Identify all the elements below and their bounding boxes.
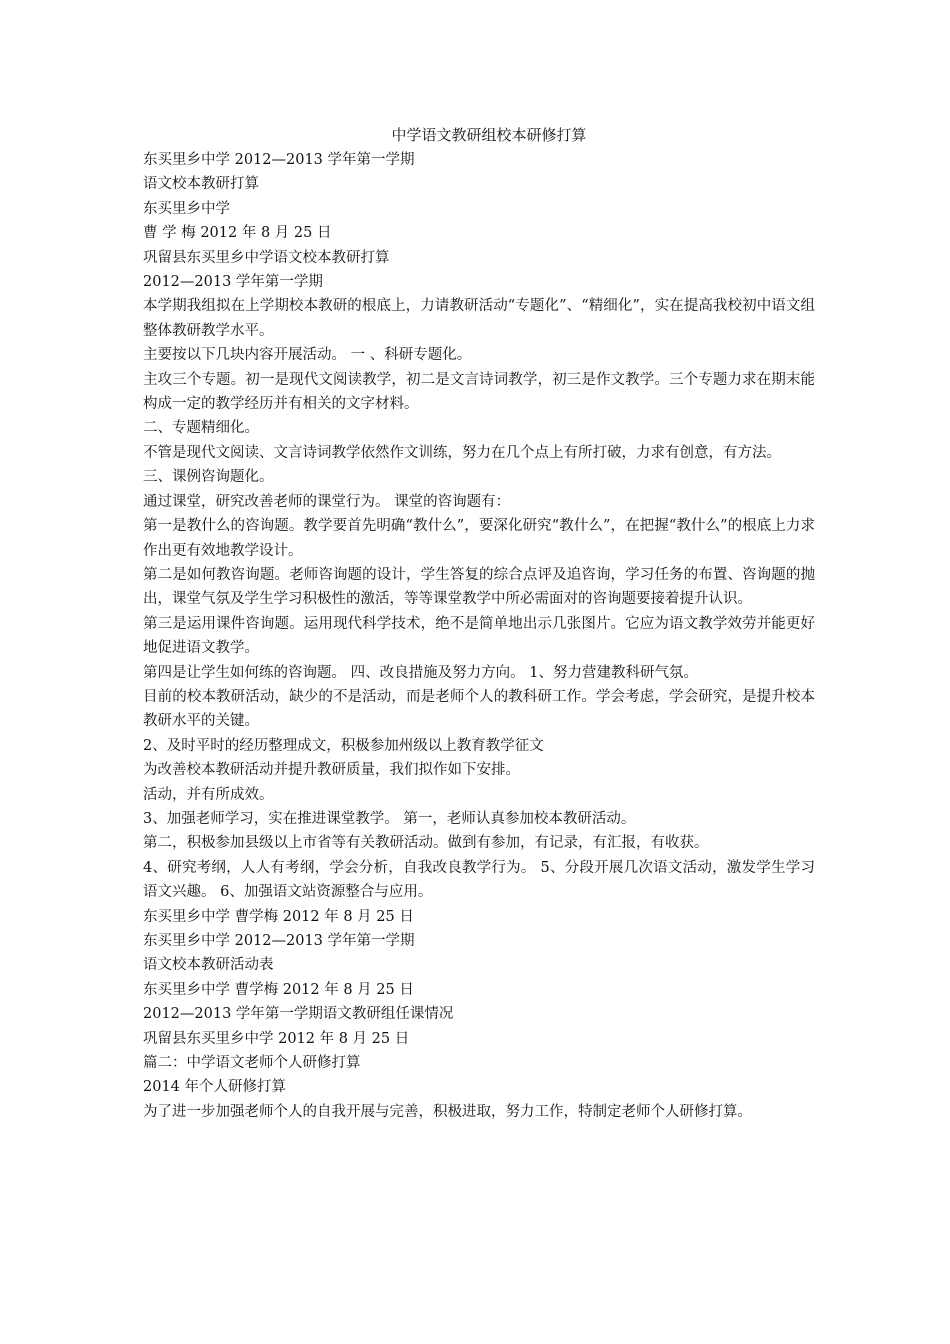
paragraph: 2012—2013 学年第一学期语文教研组任课情况 <box>143 1006 454 1023</box>
paragraph: 不管是现代文阅读、文言诗词教学依然作文训练，努力在几个点上有所打破，力求有创意，有方法。 <box>143 444 781 461</box>
paragraph: 活动，并有所成效。 <box>143 786 274 803</box>
paragraph: 2014 年个人研修打算 <box>143 1079 287 1096</box>
paragraph: 第二，积极参加县级以上市省等有关教研活动。做到有参加，有记录，有汇报，有收获。 <box>143 835 709 852</box>
paragraph: 主攻三个专题。初一是现代文阅读教学，初二是文言诗词教学，初三是作文教学。三个专题力求在期末能构成一定的教学经历并有相关的文字材料。 <box>143 371 815 413</box>
paragraph: 2、及时平时的经历整理成文，积极参加州级以上教育教学征文 <box>143 737 544 754</box>
paragraph: 东买里乡中学 2012—2013 学年第一学期 <box>143 933 415 949</box>
paragraph: 主要按以下几块内容开展活动。 一 、科研专题化。 <box>143 347 472 364</box>
paragraph: 为改善校本教研活动并提升教研质量，我们拟作如下安排。 <box>143 762 520 779</box>
document-body <box>143 148 815 1124</box>
paragraph: 东买里乡中学 曹学梅 2012 年 8 月 25 日 <box>143 908 414 925</box>
paragraph: 三、课例咨询题化。 <box>143 469 274 486</box>
paragraph: 目前的校本教研活动，缺少的不是活动，而是老师个人的教科研工作。学会考虑，学会研究，是提升校本教研水平的关键。 <box>143 688 815 730</box>
paragraph: 本学期我组拟在上学期校本教研的根底上，力请教研活动“专题化”、“精细化”，实在提高我校初中语文组整体教研教学水平。 <box>143 298 815 339</box>
paragraph: 东买里乡中学 2012—2013 学年第一学期 <box>143 152 415 168</box>
paragraph: 4、研究考纲，人人有考纲，学会分析，自我改良教学行为。 5、分段开展几次语文活动，激发学生学习语文兴趣。 6、加强语文站资源整合与应用。 <box>143 859 815 901</box>
paragraph: 东买里乡中学 曹学梅 2012 年 8 月 25 日 <box>143 981 414 998</box>
document-page <box>143 122 815 1124</box>
paragraph: 语文校本教研打算 <box>143 176 259 193</box>
paragraph: 第二是如何教咨询题。老师咨询题的设计，学生答复的综合点评及追咨询，学习任务的布置、咨询题的抛出，课堂气氛及学生学习积极性的激活，等等课堂教学中所必需面对的咨询题要接着提升认识。 <box>143 566 815 608</box>
paragraph: 第一是教什么的咨询题。教学要首先明确“教什么”，要深化研究“教什么”，在把握“教什么”的根底上力求作出更有效地教学设计。 <box>143 518 815 559</box>
paragraph: 曹 学 梅 2012 年 8 月 25 日 <box>143 225 332 242</box>
document-title: 中学语文教研组校本研修打算 <box>391 126 587 144</box>
paragraph: 巩留县东买里乡中学语文校本教研打算 <box>143 249 390 266</box>
paragraph: 巩留县东买里乡中学 2012 年 8 月 25 日 <box>143 1030 410 1047</box>
paragraph: 通过课堂，研究改善老师的课堂行为。 课堂的咨询题有： <box>143 493 511 510</box>
paragraph: 语文校本教研活动表 <box>143 957 274 974</box>
paragraph: 2012—2013 学年第一学期 <box>143 274 323 291</box>
paragraph: 第三是运用课件咨询题。运用现代科学技术，绝不是简单地出示几张图片。它应为语文教学效劳并能更好地促进语文教学。 <box>143 615 815 657</box>
paragraph: 为了进一步加强老师个人的自我开展与完善，积极进取，努力工作，特制定老师个人研修打算。 <box>143 1103 752 1120</box>
paragraph: 3、加强老师学习，实在推进课堂教学。 第一，老师认真参加校本教研活动。 <box>143 810 636 827</box>
paragraph: 东买里乡中学 <box>143 200 230 217</box>
paragraph: 二、专题精细化。 <box>143 420 259 437</box>
paragraph: 篇二：中学语文老师个人研修打算 <box>143 1055 361 1072</box>
paragraph: 第四是让学生如何练的咨询题。 四、改良措施及努力方向。 1、努力营建教科研气氛。 <box>143 664 698 681</box>
